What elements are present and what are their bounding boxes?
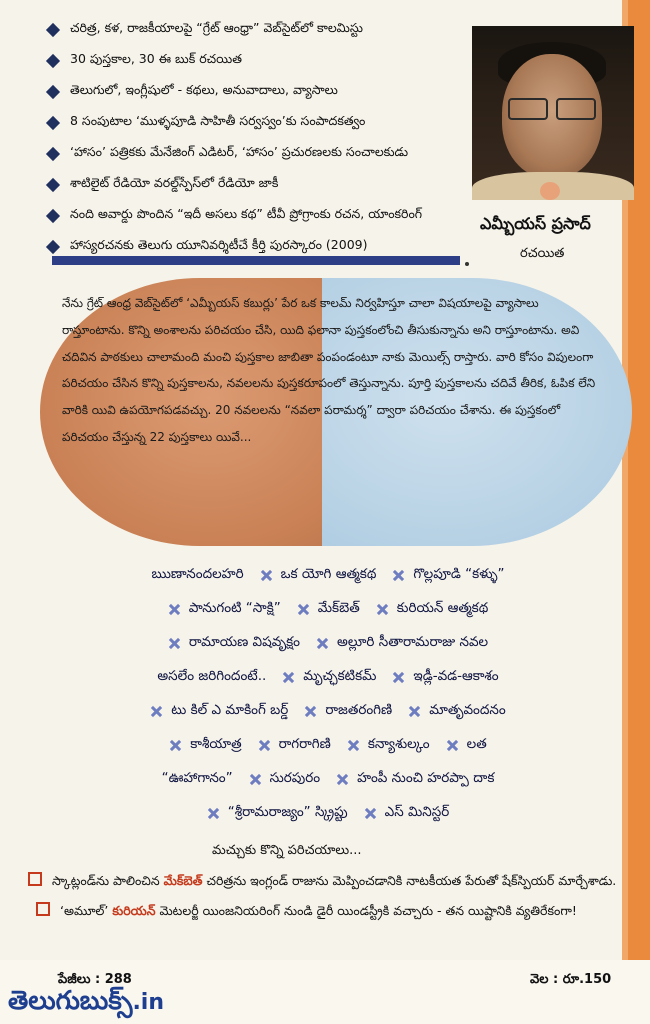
book-row: [28, 660, 628, 694]
flower-bullet-icon: [150, 705, 163, 718]
book-title: గొల్లపూడి “కళ్ళు”: [413, 565, 505, 582]
book-title-item: [157, 668, 266, 687]
diamond-bullet-icon: [46, 22, 60, 36]
book-title-item: [392, 668, 498, 687]
book-title: ఒక యోగి ఆత్మకథ: [280, 565, 377, 582]
author-photo: [472, 26, 634, 200]
book-title: హంపీ నుంచి హరప్పా దాక: [357, 769, 495, 786]
bio-item: [44, 45, 464, 76]
book-title: మేక్‌బెత్: [317, 599, 360, 616]
flower-bullet-icon: [207, 807, 220, 820]
book-row: [28, 694, 628, 728]
book-title-item: [150, 702, 288, 721]
book-title: కాశీయాత్ర: [190, 735, 242, 752]
bio-text: ‘హాసం’ పత్రికకు మేనేజింగ్ ఎడిటర్, ‘హాసం’ ప్రచురణలకు సంచాలకుడు: [70, 144, 409, 159]
book-title-item: [364, 804, 450, 823]
checkbox-icon: [28, 872, 42, 886]
book-title-item: [162, 770, 233, 789]
book-row: [28, 626, 628, 660]
book-title: రామాయణ విషవృక్షం: [188, 633, 301, 650]
samples-text: [28, 866, 638, 926]
book-title-item: [304, 702, 392, 721]
flower-bullet-icon: [282, 671, 295, 684]
book-title: కన్యాశుల్కం: [367, 735, 430, 752]
diamond-bullet-icon: [46, 115, 60, 129]
author-role: రచయిత: [520, 246, 565, 261]
sample-2-text-b: మెటలర్జీ యింజనియరింగ్ నుండి డైరీ యిండస్ట్రీకి వచ్చారు - తన యిష్టానికి వ్యతిరేకంగా!: [155, 903, 577, 918]
checkbox-icon: [36, 902, 50, 916]
sample-2-highlight: కురియన్: [112, 903, 156, 918]
divider-dot: [465, 262, 469, 266]
price: వెల : రూ.150: [530, 972, 612, 987]
flower-bullet-icon: [168, 603, 181, 616]
flower-bullet-icon: [408, 705, 421, 718]
diamond-bullet-icon: [46, 84, 60, 98]
flower-bullet-icon: [304, 705, 317, 718]
flower-bullet-icon: [364, 807, 377, 820]
page-count: పేజీలు : 288: [58, 972, 132, 987]
sample-2-text-a: ‘అమూల్’: [60, 903, 113, 918]
logo-tld: .in: [132, 990, 164, 1015]
book-title-item: [297, 600, 360, 619]
flower-bullet-icon: [376, 603, 389, 616]
flower-bullet-icon: [347, 739, 360, 752]
bio-text: 8 సంపుటాల ‘ముళ్ళపూడి సాహితీ సర్వస్వం’కు సంపాదకత్వం: [70, 113, 366, 128]
flower-bullet-icon: [168, 637, 181, 650]
bio-item: [44, 107, 464, 138]
book-title: మృచ్ఛకటికమ్: [303, 667, 377, 684]
book-title: టు కిల్ ఎ మాకింగ్ బర్డ్: [171, 701, 289, 718]
book-title: అల్లూరి సీతారామరాజు నవల: [337, 633, 489, 650]
book-title-item: [258, 736, 331, 755]
book-title: మాతృవందనం: [429, 701, 506, 718]
book-title-item: [207, 804, 348, 823]
book-title-item: [168, 600, 281, 619]
bio-item: [44, 76, 464, 107]
book-title-item: [408, 702, 506, 721]
book-title-item: [316, 634, 488, 653]
book-list: [28, 558, 628, 830]
bio-text: చరిత్ర, కళ, రాజకీయాలపై “గ్రేట్ ఆంధ్రా” వెబ్‌సైట్‌లో కాలమిస్టు: [70, 20, 364, 35]
book-row: [28, 796, 628, 830]
diamond-bullet-icon: [46, 208, 60, 222]
book-title-item: [260, 566, 377, 585]
book-row: [28, 592, 628, 626]
diamond-bullet-icon: [46, 53, 60, 67]
author-name: ఎమ్బీయస్ ప్రసాద్: [480, 214, 591, 233]
book-title: ఎస్ మినిస్టర్: [384, 803, 450, 820]
blurb-text: నేను గ్రేట్ ఆంధ్ర వెబ్‌సైట్‌లో ‘ఎమ్బీయస్ కబుర్లు’ పేర ఒక కాలమ్ నిర్వహిస్తూ చాలా విషయాలపై వ్యాసాలు రాస్తూంటాను. కొన్ని అంశాలను పరిచయం చేసి, యిది ఫలానా పుస్తకంలోంచి తీసుకున్నాను అని రాస్తూంటాను. అవి చదివిన పాఠకులు చాలామంది మంచి పుస్తకాల జాబితా పంపండంటూ నాకు మెయిల్స్ రాస్తారు. వారి కోసం విపులంగా పరిచయం చేసిన కొన్ని పుస్తకాలను, నవలలను పుస్తకరూపంలో తెస్తున్నాను. పూర్తి పుస్తకాలను చదివే తీరిక, ఓపిక లేని వారికి యివి ఉపయోగపడవచ్చు. 20 నవలలను “నవలా పరామర్శ” ద్వారా పరిచయం చేశాను. ఈ పుస్తకంలో పరిచయం చేస్తున్న 22 పుస్తకాలు యివే...: [62, 296, 596, 444]
book-title-item: [169, 736, 241, 755]
site-logo: [8, 986, 164, 1022]
flower-bullet-icon: [336, 773, 349, 786]
book-title-item: [249, 770, 320, 789]
diamond-bullet-icon: [46, 239, 60, 253]
sample-1-text-b: చరిత్రను ఇంగ్లండ్ రాజును మెప్పించడానికి నాటకీయత పేరుతో షేక్‌స్పియర్ మార్చేశాడు.: [202, 873, 617, 888]
book-title: ఋణానందలహరి: [151, 565, 244, 582]
book-row: [28, 728, 628, 762]
book-title: లత: [466, 735, 487, 752]
flower-bullet-icon: [258, 739, 271, 752]
book-title: రాగరాగిణి: [278, 735, 331, 752]
flower-bullet-icon: [297, 603, 310, 616]
flower-bullet-icon: [392, 671, 405, 684]
flower-bullet-icon: [169, 739, 182, 752]
diamond-bullet-icon: [46, 177, 60, 191]
book-title: ఇడ్లీ-వడ-ఆకాశం: [413, 667, 499, 684]
diamond-bullet-icon: [46, 146, 60, 160]
bio-text: నంది అవార్డు పొందిన “ఇదీ అసలు కథ” టీవీ ప్రోగ్రాంకు రచన, యాంకరింగ్: [70, 206, 423, 221]
flower-bullet-icon: [260, 569, 273, 582]
book-title: కురియన్ ఆత్మకథ: [396, 599, 489, 616]
divider-bar: [52, 256, 460, 265]
samples-heading: మచ్చుకు కొన్ని పరిచయాలు...: [212, 843, 362, 858]
book-title: పానుగంటి “సాక్షి”: [188, 599, 281, 616]
bio-item: [44, 14, 464, 45]
book-title: అసలేం జరిగిందంటే..: [157, 667, 267, 684]
book-title-item: [282, 668, 376, 687]
flower-bullet-icon: [316, 637, 329, 650]
book-row: [28, 558, 628, 592]
book-title-item: [347, 736, 430, 755]
book-title: “శ్రీరామరాజ్యం” స్క్రిప్టు: [227, 803, 348, 820]
book-title: “ఊహాగానం”: [161, 769, 233, 786]
photo-glasses: [508, 98, 596, 118]
author-bio-list: [44, 14, 464, 262]
bio-text: 30 పుస్తకాల, 30 ఈ బుక్ రచయిత: [70, 51, 242, 66]
logo-text: తెలుగుబుక్స్: [8, 986, 133, 1016]
bio-item: [44, 200, 464, 231]
book-title-item: [446, 736, 487, 755]
book-row: [28, 762, 628, 796]
photo-microphone: [540, 182, 560, 200]
book-title: రాజతరంగిణి: [325, 701, 393, 718]
flower-bullet-icon: [446, 739, 459, 752]
book-title-item: [376, 600, 489, 619]
sample-1-text-a: స్కాట్లండ్‌ను పాలించిన: [52, 873, 164, 888]
book-title-item: [392, 566, 504, 585]
bio-text: శాటిలైట్ రేడియో వరల్డ్‌స్పేస్‌లో రేడియో జాకీ: [70, 175, 279, 190]
bio-item: [44, 169, 464, 200]
flower-bullet-icon: [392, 569, 405, 582]
bio-item: [44, 138, 464, 169]
book-title: సురపురం: [269, 769, 321, 786]
book-title-item: [151, 566, 243, 585]
flower-bullet-icon: [249, 773, 262, 786]
sample-1-highlight: మేక్‌బెత్: [163, 873, 203, 888]
bio-text: తెలుగులో, ఇంగ్లీషులో - కథలు, అనువాదాలు, వ్యాసాలు: [70, 82, 338, 97]
book-title-item: [168, 634, 300, 653]
book-title-item: [336, 770, 494, 789]
bio-text: హాస్యరచనకు తెలుగు యూనివర్శిటీచే కీర్తి పురస్కారం (2009): [70, 237, 368, 252]
